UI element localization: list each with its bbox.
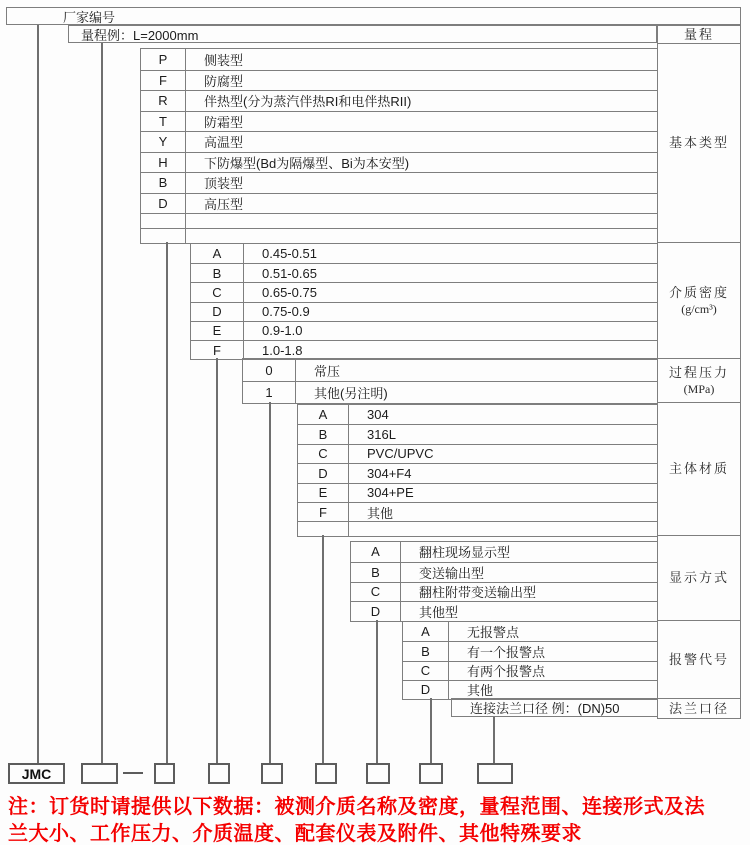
category-display-label: 显示方式 bbox=[668, 570, 729, 585]
code-cell: C bbox=[191, 283, 244, 301]
table-row bbox=[243, 359, 657, 381]
desc-cell bbox=[186, 214, 657, 228]
code-cell: B bbox=[403, 642, 449, 660]
range-row bbox=[68, 25, 657, 43]
range-example-label: 量程例：L=2000mm bbox=[81, 27, 199, 43]
desc-cell: 高温型 bbox=[204, 135, 244, 151]
table-row bbox=[191, 302, 657, 321]
manufacturer-code-row bbox=[6, 7, 741, 25]
table-row bbox=[298, 444, 657, 463]
code-cell: T bbox=[141, 112, 186, 132]
table-row bbox=[191, 340, 657, 359]
ordering-note: 注：订货时请提供以下数据：被测介质名称及密度，量程范围、连接形式及法兰大小、工作压力、介质温度、配套仪表及附件、其他特殊要求 bbox=[8, 796, 705, 845]
desc-cell bbox=[186, 229, 657, 243]
desc-cell: 翻柱现场显示型 bbox=[419, 545, 511, 561]
desc-cell: 0.45-0.51 bbox=[262, 246, 317, 262]
category-basic-type-label: 基本类型 bbox=[668, 135, 729, 150]
table-row bbox=[141, 228, 657, 243]
flange-size-text: 连接法兰口径 例：(DN)50 bbox=[470, 701, 620, 716]
code-cell: Y bbox=[141, 132, 186, 152]
desc-cell: 304+PE bbox=[367, 485, 414, 501]
table-row bbox=[141, 131, 657, 152]
code-cell: E bbox=[298, 484, 349, 502]
category-material bbox=[658, 403, 740, 536]
table-row bbox=[141, 172, 657, 193]
table-row bbox=[141, 213, 657, 228]
desc-cell: 顶装型 bbox=[204, 176, 244, 192]
code-cell: D bbox=[191, 303, 244, 321]
desc-cell: 316L bbox=[367, 427, 396, 443]
table-row bbox=[298, 483, 657, 502]
code-cell: D bbox=[298, 464, 349, 482]
code-box-alarm bbox=[419, 763, 443, 784]
connector-line bbox=[376, 620, 378, 763]
category-alarm bbox=[658, 621, 740, 699]
model-prefix-box bbox=[8, 763, 65, 784]
desc-cell: 伴热型(分为蒸汽伴热RI和电伴热RII) bbox=[204, 94, 412, 110]
category-range bbox=[658, 26, 740, 44]
alarm-code-table bbox=[402, 621, 658, 700]
code-cell: C bbox=[403, 662, 449, 680]
desc-cell: 其他 bbox=[467, 683, 494, 699]
table-row bbox=[191, 282, 657, 301]
desc-cell: PVC/UPVC bbox=[367, 446, 434, 462]
basic-type-table bbox=[140, 48, 658, 244]
table-row bbox=[141, 111, 657, 132]
table-row bbox=[298, 502, 657, 521]
table-row bbox=[298, 405, 657, 424]
table-row bbox=[141, 193, 657, 214]
code-cell bbox=[141, 214, 186, 228]
connector-line bbox=[322, 535, 324, 763]
code-cell: A bbox=[403, 622, 449, 641]
code-box-basic-type bbox=[154, 763, 175, 784]
table-row bbox=[191, 244, 657, 263]
code-cell: R bbox=[141, 91, 186, 111]
desc-cell: 0.51-0.65 bbox=[262, 265, 317, 281]
code-box-range bbox=[81, 763, 118, 784]
desc-cell: 防腐型 bbox=[204, 73, 244, 89]
code-cell: A bbox=[191, 244, 244, 263]
connector-line bbox=[37, 25, 39, 763]
category-density-unit: (g/cm³) bbox=[681, 301, 717, 316]
desc-cell: 变送输出型 bbox=[419, 565, 485, 581]
code-cell: P bbox=[141, 49, 186, 70]
table-row bbox=[351, 562, 657, 582]
code-cell: D bbox=[141, 194, 186, 214]
code-cell: A bbox=[298, 405, 349, 424]
table-row bbox=[141, 70, 657, 91]
category-range-label: 量程 bbox=[683, 26, 714, 42]
code-cell: B bbox=[191, 264, 244, 282]
flange-size-row bbox=[451, 698, 658, 717]
desc-cell: 其他型 bbox=[419, 605, 459, 621]
table-row bbox=[141, 49, 657, 70]
table-row bbox=[403, 680, 657, 699]
process-pressure-table bbox=[242, 358, 658, 404]
desc-cell: 有一个报警点 bbox=[467, 644, 546, 660]
desc-cell bbox=[349, 522, 657, 536]
desc-cell: 常压 bbox=[314, 363, 341, 379]
table-row bbox=[141, 152, 657, 173]
code-cell: D bbox=[351, 602, 401, 621]
connector-line bbox=[216, 358, 218, 763]
code-cell: B bbox=[298, 425, 349, 443]
category-basic-type bbox=[658, 44, 740, 243]
category-density bbox=[658, 243, 740, 359]
desc-cell: 其他(另注明) bbox=[314, 386, 388, 401]
desc-cell: 1.0-1.8 bbox=[262, 342, 303, 358]
desc-cell: 防霜型 bbox=[204, 114, 244, 130]
table-row bbox=[298, 521, 657, 536]
category-material-label: 主体材质 bbox=[668, 461, 729, 476]
connector-line bbox=[269, 402, 271, 763]
category-pressure-label: 过程压力 bbox=[668, 364, 729, 380]
desc-cell: 0.9-1.0 bbox=[262, 323, 303, 339]
code-cell: B bbox=[141, 173, 186, 193]
code-cell: B bbox=[351, 563, 401, 582]
table-row bbox=[243, 381, 657, 403]
desc-cell: 0.75-0.9 bbox=[262, 304, 310, 320]
code-cell: D bbox=[403, 681, 449, 699]
code-box-display bbox=[366, 763, 390, 784]
table-row bbox=[191, 321, 657, 340]
desc-cell: 翻柱附带变送输出型 bbox=[419, 585, 537, 601]
desc-cell: 其他 bbox=[367, 505, 394, 521]
connector-line bbox=[166, 242, 168, 763]
connector-line bbox=[430, 698, 432, 763]
code-cell: 0 bbox=[243, 359, 296, 381]
category-pressure-unit: (MPa) bbox=[683, 381, 715, 396]
code-box-flange bbox=[477, 763, 513, 784]
code-cell: C bbox=[298, 445, 349, 463]
desc-cell: 下防爆型(Bd为隔爆型、Bi为本安型) bbox=[204, 155, 410, 171]
desc-cell: 304 bbox=[367, 407, 389, 423]
category-flange bbox=[658, 699, 740, 718]
table-row bbox=[403, 622, 657, 641]
manufacturer-code-label: 厂家编号 bbox=[63, 9, 116, 25]
medium-density-table bbox=[190, 243, 658, 360]
code-box-pressure bbox=[261, 763, 283, 784]
category-density-label: 介质密度 bbox=[668, 284, 729, 300]
category-display bbox=[658, 536, 740, 621]
table-row bbox=[351, 601, 657, 621]
table-row bbox=[191, 263, 657, 282]
table-row bbox=[351, 582, 657, 602]
code-cell: F bbox=[298, 503, 349, 521]
desc-cell: 高压型 bbox=[204, 196, 244, 212]
code-cell: C bbox=[351, 583, 401, 602]
table-row bbox=[403, 641, 657, 660]
category-column bbox=[657, 25, 741, 719]
dash-separator bbox=[123, 772, 143, 774]
desc-cell: 无报警点 bbox=[467, 625, 520, 641]
code-cell: F bbox=[191, 341, 244, 359]
code-cell: E bbox=[191, 322, 244, 340]
connector-line bbox=[493, 717, 495, 763]
code-cell: F bbox=[141, 71, 186, 91]
category-alarm-label: 报警代号 bbox=[668, 651, 729, 667]
desc-cell: 侧装型 bbox=[204, 52, 244, 68]
display-mode-table bbox=[350, 541, 658, 622]
desc-cell: 有两个报警点 bbox=[467, 664, 546, 680]
category-pressure bbox=[658, 359, 740, 403]
table-row bbox=[351, 542, 657, 562]
table-row bbox=[298, 424, 657, 443]
model-prefix-label: JMC bbox=[21, 765, 52, 782]
code-box-density bbox=[208, 763, 230, 784]
code-cell: 1 bbox=[243, 382, 296, 403]
connector-line bbox=[101, 43, 103, 763]
table-row bbox=[298, 463, 657, 482]
table-row bbox=[141, 90, 657, 111]
desc-cell: 304+F4 bbox=[367, 465, 412, 481]
desc-cell: 0.65-0.75 bbox=[262, 284, 317, 300]
code-box-material bbox=[315, 763, 337, 784]
code-cell: A bbox=[351, 542, 401, 562]
table-row bbox=[403, 661, 657, 680]
category-flange-label: 法兰口径 bbox=[668, 700, 729, 716]
code-cell: H bbox=[141, 153, 186, 173]
code-cell bbox=[141, 229, 186, 243]
body-material-table bbox=[297, 404, 658, 537]
